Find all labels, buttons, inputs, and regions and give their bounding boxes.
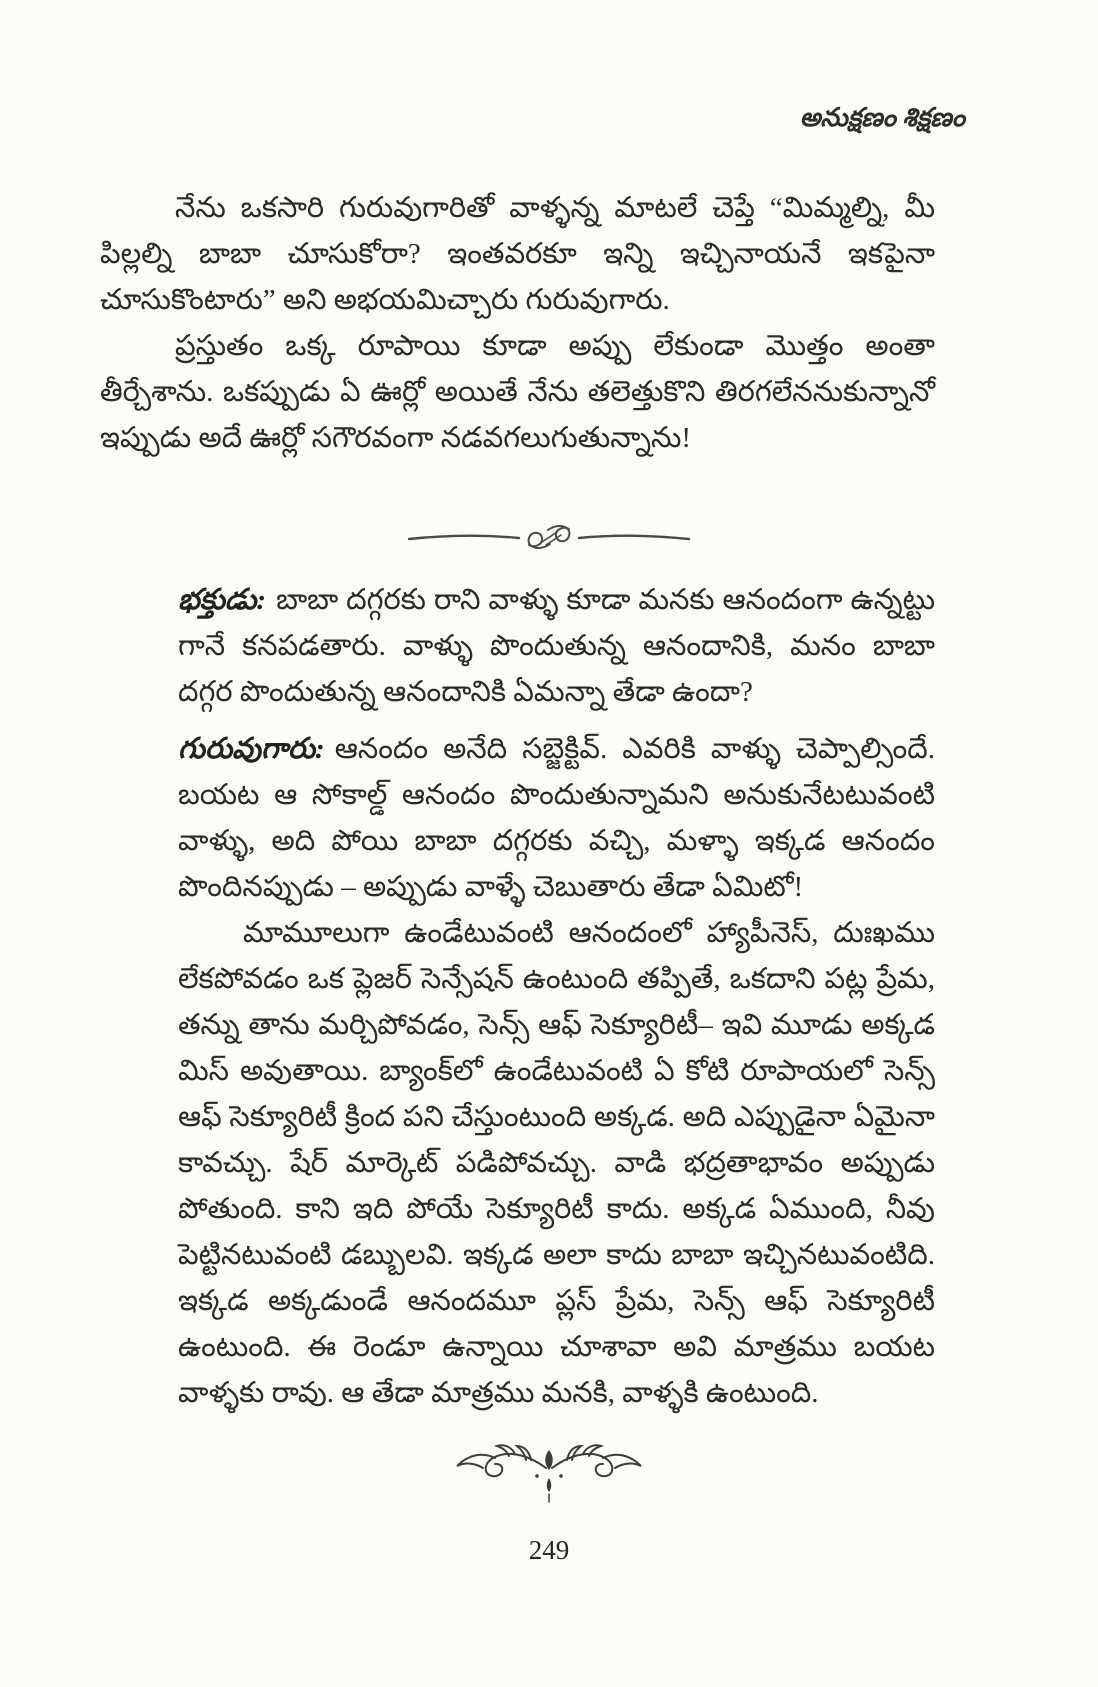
- floral-flourish-icon: [449, 1438, 649, 1518]
- running-header-title: అనుక్షణం శిక్షణం: [799, 103, 965, 132]
- footer-ornament: [0, 1438, 1098, 1518]
- speaker-label-guru: గురువుగారు:: [178, 733, 325, 765]
- page-number: 249: [528, 1535, 570, 1565]
- dialogue-section: [0, 577, 1098, 1416]
- narrative-section: [0, 185, 1098, 461]
- dialogue-paragraph: [178, 910, 935, 1416]
- swirl-divider-icon: [399, 519, 699, 555]
- narrative-paragraph: ప్రస్తుతం ఒక్క రూపాయి కూడా అప్పు లేకుండా మొత్తం అంతా తీర్చేశాను. ఒకప్పుడు ఏ ఊర్లో అయితే నేను తలెత్తుకొని తిరగలేననుకున్నానో ఇప్పుడు అదే ఊర్లో సగౌరవంగా నడవగలుగుతున్నాను!: [100, 330, 935, 454]
- dialogue-text: ఆనందం అనేది సబ్జెక్టివ్. ఎవరికి వాళ్ళు చెప్పాల్సిందే. బయట ఆ సోకాల్డ్ ఆనందం పొందుతున్నామని అనుకునేటటువంటి వాళ్ళు, అది పోయి బాబా దగ్గరకు వచ్చి, మళ్ళా ఇక్కడ ఆనందం పొందినప్పుడు – అప్పుడు వాళ్ళే చెబుతారు తేడా ఏమిటో!: [178, 733, 935, 903]
- narrative-paragraph: నేను ఒకసారి గురువుగారితో వాళ్ళన్న మాటలే చెప్తే “మిమ్మల్ని, మీ పిల్లల్ని బాబా చూసుకోరా? ఇంతవరకూ ఇన్ని ఇచ్చినాయనే ఇకపైనా చూసుకొంటారు” అని అభయమిచ్చారు గురువుగారు.: [100, 192, 935, 316]
- dialogue-paragraph: [178, 577, 935, 715]
- dialogue-paragraph: [178, 726, 935, 910]
- dialogue-text: బాబా దగ్గరకు రాని వాళ్ళు కూడా మనకు ఆనందంగా ఉన్నట్టు గానే కనపడతారు. వాళ్ళు పొందుతున్న ఆనందానికి, మనం బాబా దగ్గర పొందుతున్న ఆనందానికి ఏమన్నా తేడా ఉందా?: [178, 584, 935, 708]
- section-divider: [0, 519, 1098, 555]
- dialogue-text: మామూలుగా ఉండేటువంటి ఆనందంలో హ్యాపీనెస్, దుఃఖము లేకపోవడం ఒక ప్లెజర్ సెన్సేషన్ ఉంటుంది తప్పితే, ఒకదాని పట్ల ప్రేమ, తన్ను తాను మర్చిపోవడం, సెన్స్ ఆఫ్ సెక్యూరిటీ– ఇవి మూడు అక్కడ మిస్ అవుతాయి. బ్యాంక్‌లో ఉండేటువంటి ఏ కోటి రూపాయలో సెన్స్ ఆఫ్ సెక్యూరిటీ క్రింద పని చేస్తుంటుంది అక్కడ. అది ఎప్పుడైనా ఏమైనా కావచ్చు. షేర్ మార్కెట్ పడిపోవచ్చు. వాడి భద్రతాభావం అప్పుడు పోతుంది. కాని ఇది పోయే సెక్యూరిటీ కాదు. అక్కడ ఏముంది, నీవు పెట్టినటువంటి డబ్బులవి. ఇక్కడ అలా కాదు బాబా ఇచ్చినటువంటిది. ఇక్కడ అక్కడుండే ఆనందమూ ప్లస్ ప్రేమ, సెన్స్ ఆఫ్ సెక్యూరిటీ ఉంటుంది. ఈ రెండూ ఉన్నాయి చూశావా అవి మాత్రము బయట వాళ్ళకు రావు. ఆ తేడా మాత్రము మనకి, వాళ్ళకి ఉంటుంది.: [178, 917, 935, 1409]
- speaker-label-devotee: భక్తుడు:: [178, 584, 267, 616]
